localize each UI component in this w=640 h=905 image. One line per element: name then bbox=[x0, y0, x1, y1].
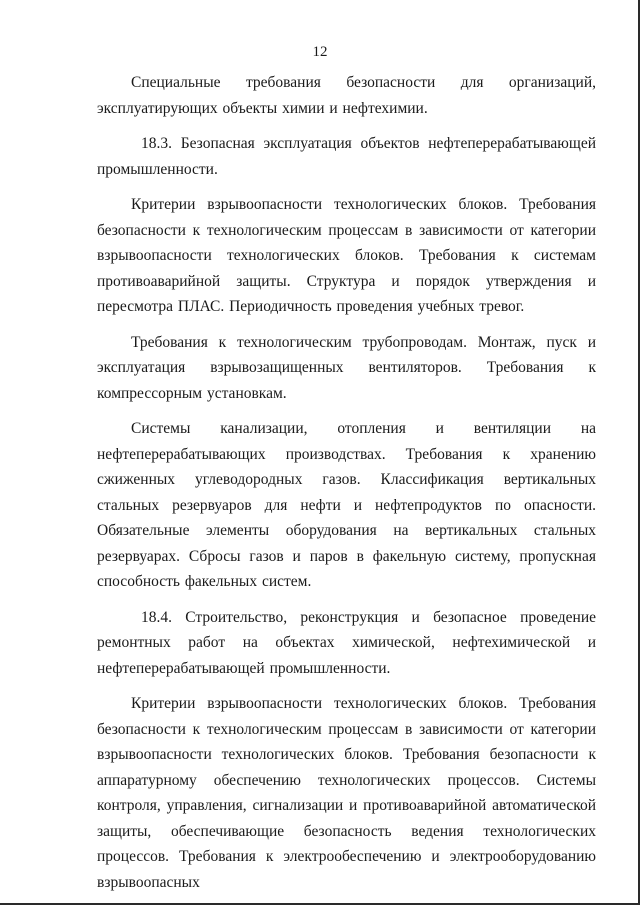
paragraph-intro: Специальные требования безопасности для организаций, эксплуатирующих объекты химии и нефтехимии. bbox=[97, 74, 596, 117]
paragraph-sewage-heating: Системы канализации, отопления и вентиляции на нефтеперерабатывающих производствах. Требования к хранению сжиженных углеводородных газов. Классификация вертикальных стальных резервуаров для нефти и нефтепродуктов по опасности. Обязательные элементы оборудования на вертикальных стальных резервуарах. Сбросы газов и паров в факельную систему, пропускная способность факельных систем. bbox=[97, 420, 596, 590]
paragraph-explosion-criteria-2: Критерии взрывоопасности технологических блоков. Требования безопасности к технологическим процессам в зависимости от категории взрывоопасности технологических блоков. Требования безопасности к аппаратурному обеспечению технологических процессов. Системы контроля, управления, сигнализации и противоаварийной автоматической защиты, обеспечивающие безопасность ведения технологических процессов. Требования к электрообеспечению и электрооборудованию взрывоопасных bbox=[97, 695, 596, 891]
section-18-4-heading: 18.4. Строительство, реконструкция и безопасное проведение ремонтных работ на объектах химической, нефтехимической и нефтеперерабатывающей промышленности. bbox=[97, 608, 596, 677]
page-number: 12 bbox=[312, 44, 328, 60]
page-body bbox=[97, 70, 596, 895]
paragraph-pipelines: Требования к технологическим трубопроводам. Монтаж, пуск и эксплуатация взрывозащищенных вентиляторов. Требования к компрессорным установкам. bbox=[97, 333, 596, 402]
paragraph-explosion-criteria: Критерии взрывоопасности технологических блоков. Требования безопасности к технологическим процессам в зависимости от категории взрывоопасности технологических блоков. Требования к системам противоаварийной защиты. Структура и порядок утверждения и пересмотра ПЛАС. Периодичность проведения учебных тревог. bbox=[97, 196, 596, 315]
section-18-3-heading: 18.3. Безопасная эксплуатация объектов нефтеперерабатывающей промышленности. bbox=[97, 135, 596, 178]
